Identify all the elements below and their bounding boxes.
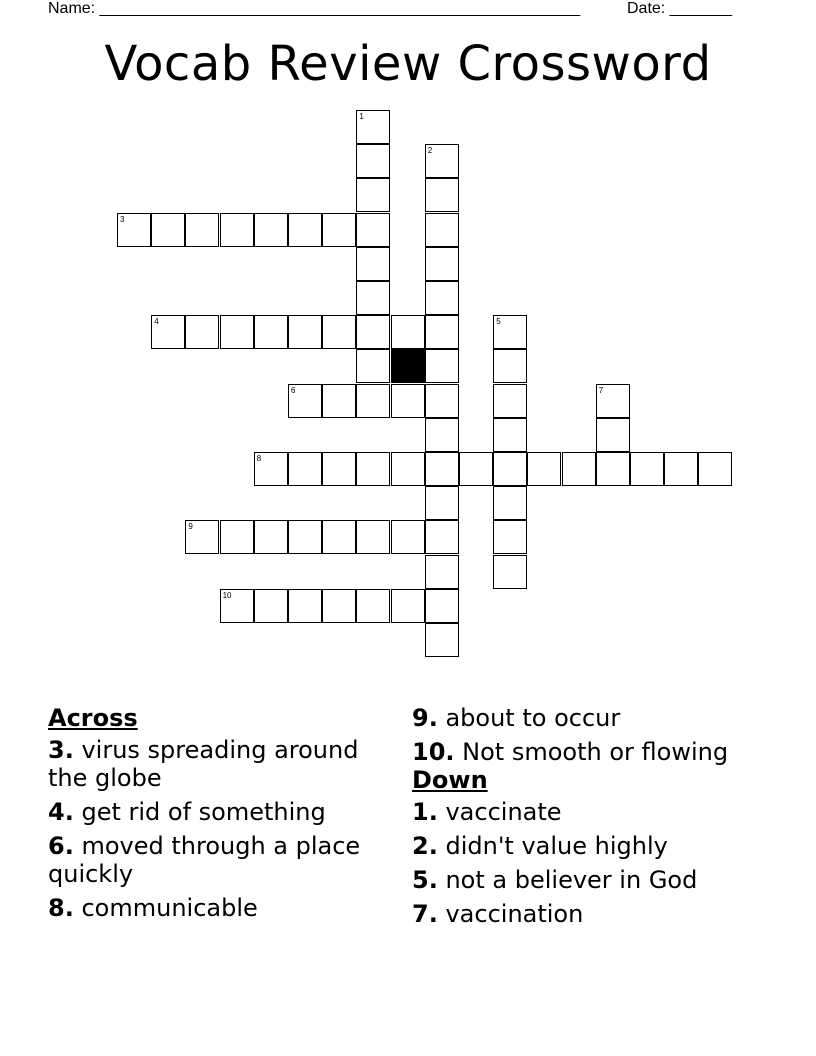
page-title: Vocab Review Crossword	[104, 36, 712, 92]
grid-cell[interactable]	[425, 178, 459, 212]
down-clue	[412, 832, 772, 860]
grid-cell[interactable]	[185, 520, 219, 554]
grid-cell[interactable]	[356, 247, 390, 281]
grid-cell[interactable]	[254, 315, 288, 349]
clue-text: communicable	[81, 894, 258, 922]
grid-cell[interactable]	[425, 486, 459, 520]
grid-cell[interactable]	[596, 418, 630, 452]
grid-cell[interactable]	[425, 247, 459, 281]
black-grid-cell	[391, 349, 425, 383]
grid-cell[interactable]	[220, 315, 254, 349]
clue-number: 7.	[412, 900, 438, 928]
cell-number: 10	[222, 590, 232, 600]
clue-number: 3.	[48, 736, 74, 764]
clue-text: not a believer in God	[445, 866, 698, 894]
grid-cell[interactable]	[356, 110, 390, 144]
grid-cell[interactable]	[288, 315, 322, 349]
grid-cell[interactable]	[664, 452, 698, 486]
clue-text: get rid of something	[81, 798, 326, 826]
grid-cell[interactable]	[254, 213, 288, 247]
grid-cell[interactable]	[322, 520, 356, 554]
grid-cell[interactable]	[220, 213, 254, 247]
grid-cell[interactable]	[425, 623, 459, 657]
grid-cell[interactable]	[220, 520, 254, 554]
grid-cell[interactable]	[391, 589, 425, 623]
clue-number: 6.	[48, 832, 74, 860]
grid-cell[interactable]	[322, 315, 356, 349]
clues-right-column	[412, 703, 772, 934]
grid-cell[interactable]	[493, 418, 527, 452]
grid-cell[interactable]	[493, 384, 527, 418]
grid-cell[interactable]	[425, 418, 459, 452]
grid-cell[interactable]	[493, 349, 527, 383]
grid-cell[interactable]	[425, 452, 459, 486]
grid-cell[interactable]	[356, 281, 390, 315]
grid-cell[interactable]	[493, 486, 527, 520]
down-clue	[412, 798, 772, 826]
across-clue	[48, 798, 388, 826]
grid-cell[interactable]	[493, 555, 527, 589]
grid-cell[interactable]	[425, 589, 459, 623]
grid-cell[interactable]	[425, 213, 459, 247]
grid-cell[interactable]	[391, 452, 425, 486]
grid-cell[interactable]	[493, 315, 527, 349]
grid-cell[interactable]	[356, 178, 390, 212]
grid-cell[interactable]	[356, 213, 390, 247]
grid-cell[interactable]	[288, 520, 322, 554]
clue-text: Not smooth or flowing	[462, 738, 729, 766]
grid-cell[interactable]	[117, 213, 151, 247]
grid-cell[interactable]	[322, 213, 356, 247]
grid-cell[interactable]	[596, 452, 630, 486]
grid-cell[interactable]	[185, 315, 219, 349]
grid-cell[interactable]	[630, 452, 664, 486]
cell-number: 3	[120, 214, 125, 224]
grid-cell[interactable]	[185, 213, 219, 247]
grid-cell[interactable]	[425, 555, 459, 589]
grid-cell[interactable]	[288, 384, 322, 418]
grid-cell[interactable]	[527, 452, 561, 486]
grid-cell[interactable]	[254, 589, 288, 623]
clue-number: 1.	[412, 798, 438, 826]
grid-cell[interactable]	[493, 452, 527, 486]
grid-cell[interactable]	[288, 213, 322, 247]
clue-text: moved through a place quickly	[48, 832, 361, 888]
across-clue	[48, 736, 388, 792]
grid-cell[interactable]	[425, 144, 459, 178]
grid-cell[interactable]	[391, 315, 425, 349]
grid-cell[interactable]	[322, 589, 356, 623]
cell-number: 9	[188, 522, 193, 532]
clue-number: 2.	[412, 832, 438, 860]
grid-cell[interactable]	[254, 452, 288, 486]
across-clue	[412, 738, 772, 766]
cell-number: 4	[154, 317, 159, 327]
down-heading: Down	[412, 766, 488, 794]
grid-cell[interactable]	[220, 589, 254, 623]
clue-number: 4.	[48, 798, 74, 826]
grid-cell[interactable]	[425, 520, 459, 554]
clue-text: virus spreading around the globe	[48, 736, 359, 792]
cell-number: 5	[496, 317, 501, 327]
cell-number: 2	[427, 146, 433, 156]
grid-cell[interactable]	[391, 384, 425, 418]
grid-cell[interactable]	[356, 589, 390, 623]
grid-cell[interactable]	[356, 520, 390, 554]
grid-cell[interactable]	[459, 452, 493, 486]
grid-cell[interactable]	[254, 520, 288, 554]
grid-cell[interactable]	[425, 281, 459, 315]
grid-cell[interactable]	[356, 349, 390, 383]
clue-text: vaccinate	[445, 798, 562, 826]
grid-cell[interactable]	[151, 315, 185, 349]
grid-cell[interactable]	[698, 452, 732, 486]
cell-number: 1	[359, 112, 364, 121]
grid-cell[interactable]	[356, 452, 390, 486]
grid-cell[interactable]	[356, 315, 390, 349]
grid-cell[interactable]	[596, 384, 630, 418]
across-clue	[48, 894, 388, 922]
name-line: Name: ______________________________________________________	[48, 0, 581, 17]
clue-text: about to occur	[445, 704, 621, 732]
clue-number: 9.	[412, 704, 438, 732]
grid-cell[interactable]	[562, 452, 596, 486]
grid-cell[interactable]	[356, 144, 390, 178]
clue-number: 8.	[48, 894, 74, 922]
clue-number: 10.	[412, 738, 455, 766]
cell-number: 8	[256, 454, 262, 463]
down-clue	[412, 900, 772, 928]
down-clue	[412, 866, 772, 894]
grid-cell[interactable]	[425, 349, 459, 383]
cell-number: 7	[598, 385, 604, 395]
cell-number: 6	[291, 385, 296, 395]
grid-cell[interactable]	[288, 452, 322, 486]
grid-cell[interactable]	[425, 315, 459, 349]
clue-number: 5.	[412, 866, 438, 894]
grid-cell[interactable]	[288, 589, 322, 623]
across-heading: Across	[48, 704, 138, 732]
across-clue	[412, 703, 772, 732]
grid-cell[interactable]	[322, 452, 356, 486]
clue-text: vaccination	[445, 900, 584, 928]
grid-cell[interactable]	[493, 520, 527, 554]
across-clue	[48, 832, 388, 888]
grid-cell[interactable]	[322, 384, 356, 418]
grid-cell[interactable]	[151, 213, 185, 247]
grid-cell[interactable]	[425, 384, 459, 418]
clue-text: didn't value highly	[445, 832, 668, 860]
clues-left-column	[48, 703, 388, 928]
grid-cell[interactable]	[391, 520, 425, 554]
grid-cell[interactable]	[356, 384, 390, 418]
date-line: Date: _______	[627, 0, 732, 17]
